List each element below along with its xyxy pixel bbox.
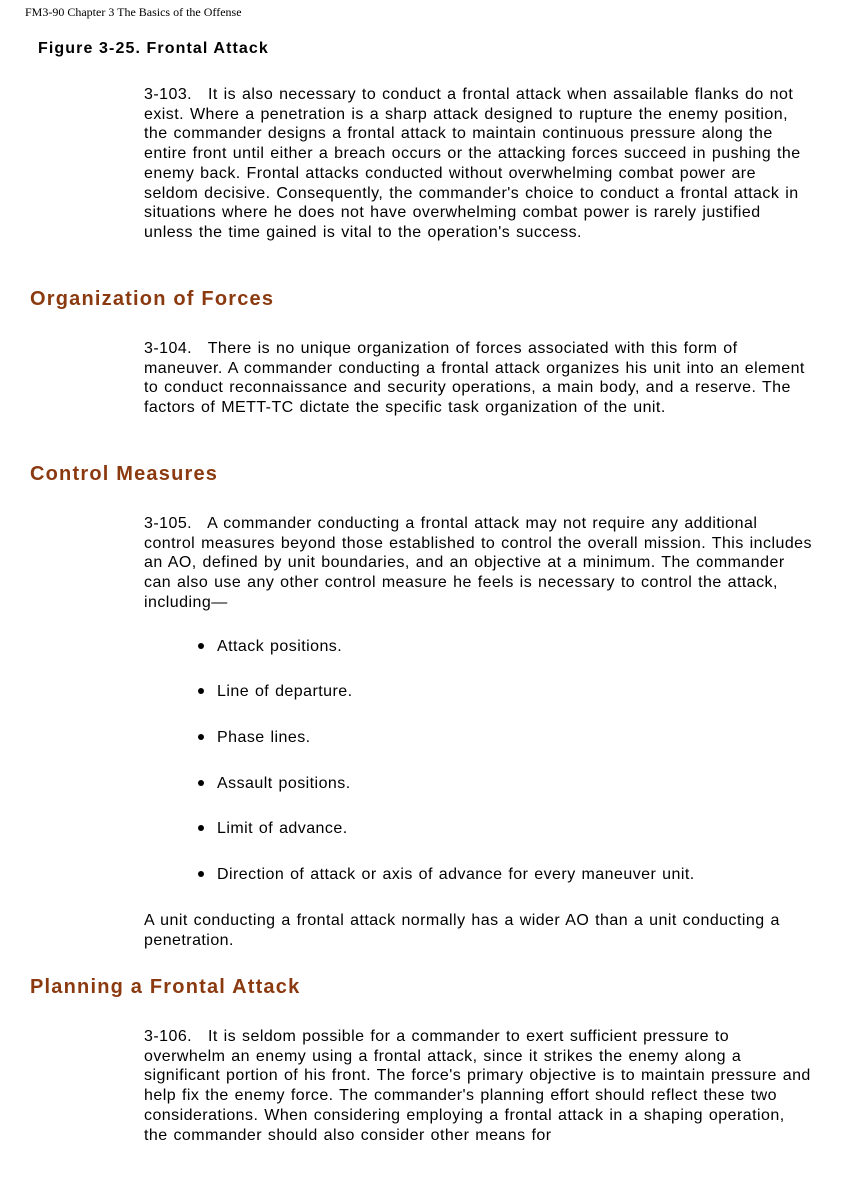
list-item [198,866,695,884]
paragraph-3-105 [144,514,814,613]
bullet-icon [198,780,204,786]
list-item [198,820,348,838]
paragraph-text: A commander conducting a frontal attack may not require any additional control measures beyond those established to control the overall mission. This includes an AO, defined by unit boundaries, and an objective at a minimum. The commander can also use any other control measure he feels is necessary to control the attack, including— [144,515,812,611]
list-item [198,638,342,656]
list-item [198,729,311,747]
list-item-text: Phase lines. [217,729,311,746]
bullet-icon [198,825,204,831]
list-item-text: Assault positions. [217,775,351,792]
list-item [198,775,351,793]
paragraph-3-104 [144,339,814,418]
paragraph-number: 3-105. [144,515,193,532]
paragraph-number: 3-106. [144,1028,193,1045]
paragraph-3-106 [144,1027,814,1145]
paragraph-text: It is seldom possible for a commander to exert sufficient pressure to overwhelm an enemy using a frontal attack, since it strikes the enemy along a significant portion of his front. The force's primary objective is to maintain pressure and help fix the enemy force. The commander's planning effort should reflect these two considerations. When considering employing a frontal attack in a shaping operation, the commander should also consider other means for [144,1028,811,1144]
running-header: FM3-90 Chapter 3 The Basics of the Offense [25,5,242,19]
bullet-icon [198,688,204,694]
paragraph-number: 3-103. [144,86,193,103]
bullet-icon [198,734,204,740]
paragraph-3-103 [144,85,814,243]
list-item-text: Direction of attack or axis of advance for every maneuver unit. [217,866,695,883]
paragraph-text: It is also necessary to conduct a frontal attack when assailable flanks do not exist. Where a penetration is a sharp attack designed to rupture the enemy position, the commander designs a frontal attack to maintain continuous pressure along the entire front until either a breach occurs or the attacking forces succeed in pushing the enemy back. Frontal attacks conducted without overwhelming combat power are seldom decisive. Consequently, the commander's choice to conduct a frontal attack in situations where he does not have overwhelming combat power is rarely justified unless the time gained is vital to the operation's success. [144,86,801,241]
paragraph-3-105-continuation: A unit conducting a frontal attack normally has a wider AO than a unit conducting a penetration. [144,912,780,949]
bullet-icon [198,871,204,877]
bullet-icon [198,643,204,649]
list-item [198,683,353,701]
figure-caption: Figure 3-25. Frontal Attack [38,40,269,57]
section-heading-control-measures: Control Measures [30,463,219,485]
list-item-text: Limit of advance. [217,820,348,837]
section-heading-organization: Organization of Forces [30,288,275,310]
list-item-text: Attack positions. [217,638,343,655]
section-heading-planning: Planning a Frontal Attack [30,976,301,998]
paragraph-text: There is no unique organization of forces associated with this form of maneuver. A commander conducting a frontal attack organizes his unit into an element to conduct reconnaissance and security operations, a main body, and a reserve. The factors of METT-TC dictate the specific task organization of the unit. [144,340,805,417]
paragraph-number: 3-104. [144,340,193,357]
list-item-text: Line of departure. [217,683,353,700]
